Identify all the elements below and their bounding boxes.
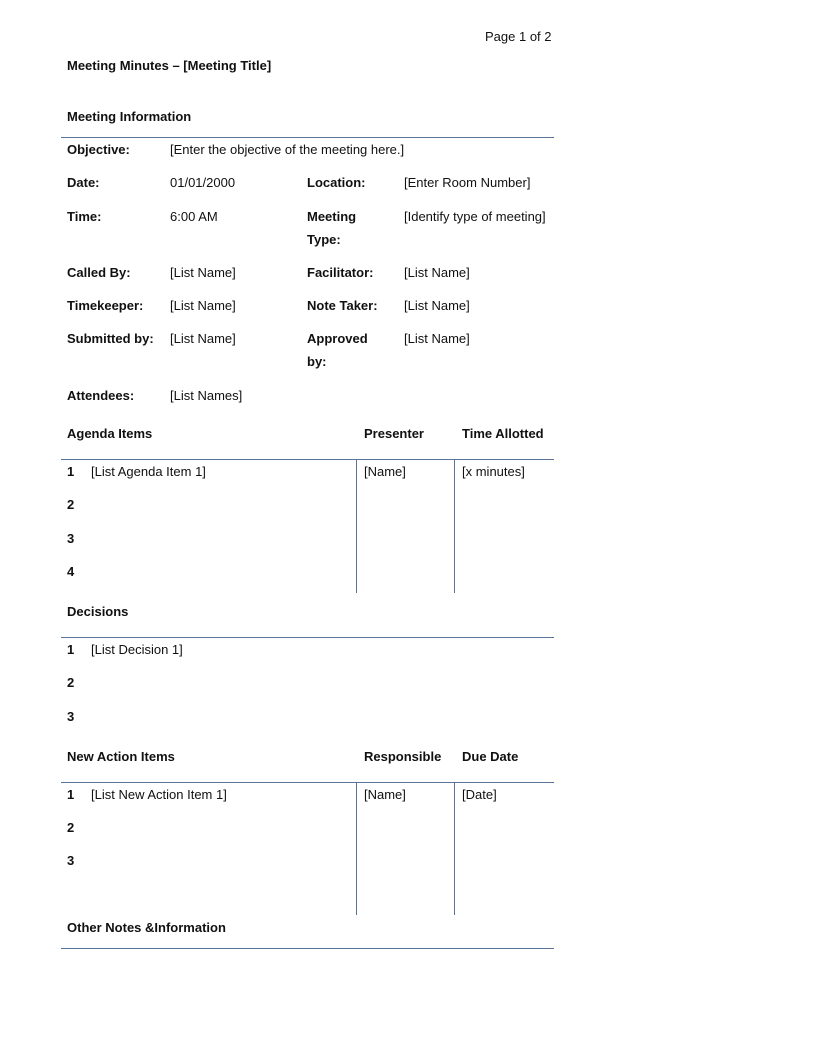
attendees-label: Attendees: <box>67 388 135 403</box>
called-by-value: [List Name] <box>170 265 236 280</box>
actions-rule <box>61 782 554 783</box>
agenda-item: [List Agenda Item 1] <box>91 464 206 479</box>
agenda-time: [x minutes] <box>462 464 525 479</box>
action-row-number: 1 <box>67 787 75 802</box>
decision-row-number: 3 <box>67 709 75 724</box>
notes-heading: Other Notes &Information <box>67 920 226 935</box>
action-item: [List New Action Item 1] <box>91 787 227 802</box>
actions-responsible-header: Responsible <box>364 749 442 764</box>
approved-by-label-line2: by: <box>307 354 327 369</box>
objective-value: [Enter the objective of the meeting here.] <box>170 142 405 157</box>
decision-item: [List Decision 1] <box>91 642 183 657</box>
date-value: 01/01/2000 <box>170 175 236 190</box>
agenda-row-number: 3 <box>67 531 75 546</box>
facilitator-value: [List Name] <box>404 265 470 280</box>
location-label: Location: <box>307 175 366 190</box>
submitted-by-value: [List Name] <box>170 331 236 346</box>
agenda-presenter: [Name] <box>364 464 406 479</box>
meeting-info-heading: Meeting Information <box>67 109 192 124</box>
submitted-by-label: Submitted by: <box>67 331 154 346</box>
facilitator-label: Facilitator: <box>307 265 374 280</box>
agenda-divider <box>454 460 455 593</box>
meeting-type-label-line1: Meeting <box>307 209 357 224</box>
page-number: Page 1 of 2 <box>485 29 552 44</box>
called-by-label: Called By: <box>67 265 131 280</box>
agenda-divider <box>356 460 357 593</box>
note-taker-value: [List Name] <box>404 298 470 313</box>
decisions-rule <box>61 637 554 638</box>
document-title: Meeting Minutes – [Meeting Title] <box>67 58 272 73</box>
note-taker-label: Note Taker: <box>307 298 378 313</box>
action-row-number: 3 <box>67 853 75 868</box>
approved-by-value: [List Name] <box>404 331 470 346</box>
attendees-value: [List Names] <box>170 388 243 403</box>
agenda-row-number: 4 <box>67 564 75 579</box>
timekeeper-value: [List Name] <box>170 298 236 313</box>
actions-divider <box>454 783 455 915</box>
actions-due-header: Due Date <box>462 749 519 764</box>
meeting-info-rule <box>61 137 554 138</box>
agenda-time-header: Time Allotted <box>462 426 544 441</box>
approved-by-label-line1: Approved <box>307 331 368 346</box>
actions-heading: New Action Items <box>67 749 175 764</box>
agenda-rule <box>61 459 554 460</box>
decisions-heading: Decisions <box>67 604 129 619</box>
decision-row-number: 2 <box>67 675 75 690</box>
agenda-row-number: 1 <box>67 464 75 479</box>
time-value: 6:00 AM <box>170 209 218 224</box>
notes-rule <box>61 948 554 949</box>
agenda-heading: Agenda Items <box>67 426 153 441</box>
action-due-date: [Date] <box>462 787 497 802</box>
actions-divider <box>356 783 357 915</box>
objective-label: Objective: <box>67 142 130 157</box>
meeting-type-label-line2: Type: <box>307 232 341 247</box>
location-value: [Enter Room Number] <box>404 175 531 190</box>
agenda-row-number: 2 <box>67 497 75 512</box>
decision-row-number: 1 <box>67 642 75 657</box>
time-label: Time: <box>67 209 102 224</box>
meeting-type-value: [Identify type of meeting] <box>404 209 546 224</box>
agenda-presenter-header: Presenter <box>364 426 424 441</box>
date-label: Date: <box>67 175 100 190</box>
action-row-number: 2 <box>67 820 75 835</box>
timekeeper-label: Timekeeper: <box>67 298 144 313</box>
action-responsible: [Name] <box>364 787 406 802</box>
